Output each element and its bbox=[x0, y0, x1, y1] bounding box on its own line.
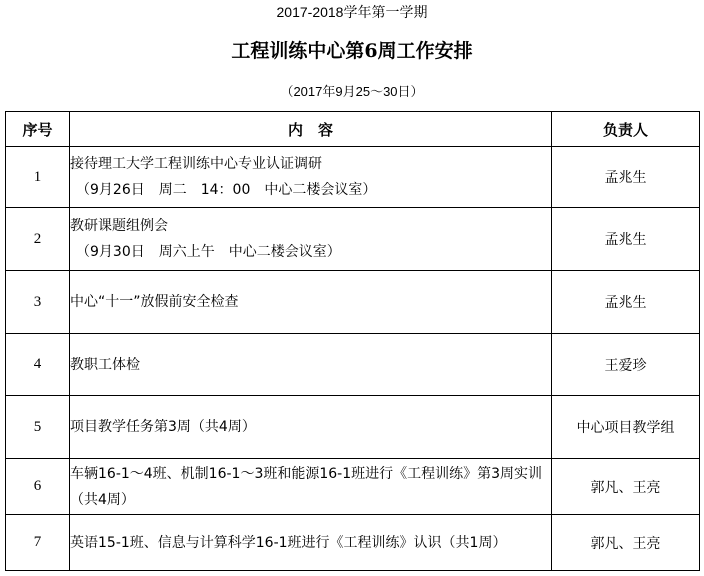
row-content bbox=[70, 334, 552, 396]
table-row bbox=[6, 396, 700, 459]
task-text: 项目教学任务第3周（共4周） bbox=[70, 419, 256, 435]
task-text: 接待理工大学工程训练中心专业认证调研 bbox=[70, 156, 322, 172]
row-number: 1 bbox=[6, 147, 70, 208]
task-detail: （9月30日 周六上午 中心二楼会议室） bbox=[76, 244, 341, 260]
row-number: 5 bbox=[6, 396, 70, 459]
row-owner: 中心项目教学组 bbox=[552, 396, 700, 459]
column-header-owner: 负责人 bbox=[552, 112, 700, 147]
table-row bbox=[6, 208, 700, 271]
row-number: 3 bbox=[6, 271, 70, 334]
table-row bbox=[6, 147, 700, 208]
table-row bbox=[6, 515, 700, 571]
column-header-number: 序号 bbox=[6, 112, 70, 147]
task-text: 教研课题组例会 bbox=[70, 218, 168, 234]
row-content bbox=[70, 515, 552, 571]
row-number: 7 bbox=[6, 515, 70, 571]
task-text: 教职工体检 bbox=[70, 356, 140, 373]
row-content bbox=[70, 147, 552, 208]
row-content bbox=[70, 271, 552, 334]
row-content bbox=[70, 396, 552, 459]
schedule-table bbox=[5, 111, 700, 571]
semester-label: 2017-2018学年第一学期 bbox=[276, 4, 428, 20]
page-title: 工程训练中心第6周工作安排 bbox=[231, 40, 473, 62]
row-owner: 孟兆生 bbox=[552, 147, 700, 208]
task-text: 车辆16-1～4班、机制16-1～3班和能源16-1班进行《工程训练》第3周实训（共4周） bbox=[70, 465, 543, 508]
row-owner: 郭凡、王亮 bbox=[552, 515, 700, 571]
table-row bbox=[6, 271, 700, 334]
task-text: 英语15-1班、信息与计算科学16-1班进行《工程训练》认识（共1周） bbox=[70, 534, 507, 551]
row-number: 6 bbox=[6, 459, 70, 515]
date-range: （2017年9月25～30日） bbox=[280, 84, 424, 99]
row-number: 4 bbox=[6, 334, 70, 396]
row-content bbox=[70, 459, 552, 515]
task-text: 中心“十一”放假前安全检查 bbox=[70, 294, 239, 310]
table-row bbox=[6, 459, 700, 515]
column-header-content: 内 容 bbox=[70, 112, 552, 147]
row-owner: 王爱珍 bbox=[552, 334, 700, 396]
row-owner: 郭凡、王亮 bbox=[552, 459, 700, 515]
task-detail: （9月26日 周二 14：00 中心二楼会议室） bbox=[76, 182, 377, 198]
table-row bbox=[6, 334, 700, 396]
row-owner: 孟兆生 bbox=[552, 208, 700, 271]
row-owner: 孟兆生 bbox=[552, 271, 700, 334]
row-content bbox=[70, 208, 552, 271]
table-header-row bbox=[6, 112, 700, 147]
row-number: 2 bbox=[6, 208, 70, 271]
